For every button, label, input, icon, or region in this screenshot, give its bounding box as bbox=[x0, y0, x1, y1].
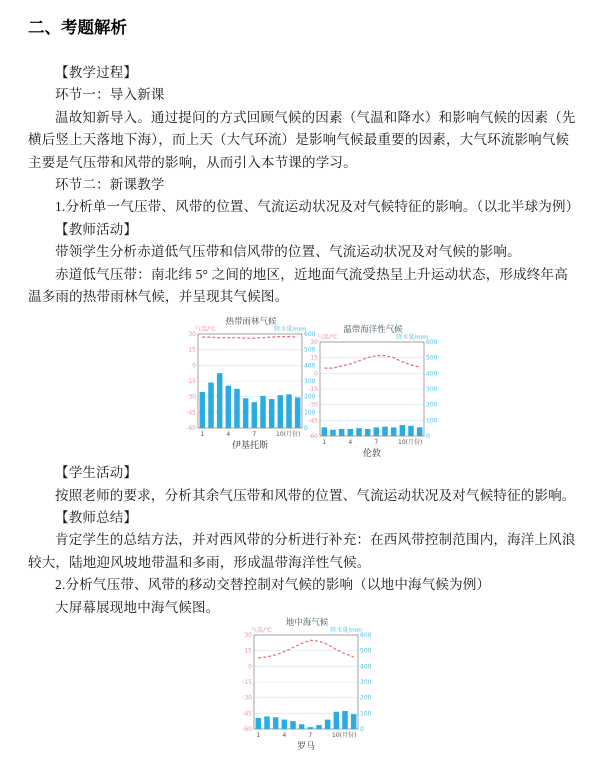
svg-text:0: 0 bbox=[248, 663, 252, 671]
svg-text:降水量/mm: 降水量/mm bbox=[330, 627, 362, 635]
svg-text:伦敦: 伦敦 bbox=[362, 449, 382, 460]
svg-text:温带海洋性气候: 温带海洋性气候 bbox=[343, 325, 403, 336]
svg-text:0: 0 bbox=[360, 726, 364, 734]
text-line: 带领学生分析赤道低气压带和信风带的位置、气流运动状况及对气候的影响。 bbox=[55, 244, 521, 260]
svg-text:4: 4 bbox=[226, 431, 231, 439]
svg-text:1: 1 bbox=[256, 732, 261, 740]
svg-text:气温/℃: 气温/℃ bbox=[251, 627, 272, 635]
svg-text:30: 30 bbox=[188, 331, 196, 339]
climate-charts-row bbox=[0, 312, 608, 462]
svg-text:-60: -60 bbox=[186, 425, 196, 433]
svg-text:伊基托斯: 伊基托斯 bbox=[231, 441, 269, 452]
svg-text:15: 15 bbox=[310, 354, 318, 362]
teaching-process-section bbox=[0, 62, 608, 308]
svg-text:-15: -15 bbox=[242, 679, 252, 687]
text-line: 1.分析单一气压带、风带的位置、气流运动状况及对气候特征的影响。（以北半球为例） bbox=[55, 199, 580, 215]
svg-text:-15: -15 bbox=[308, 386, 318, 394]
svg-text:100: 100 bbox=[304, 409, 316, 417]
text-line: 【教学过程】 bbox=[55, 65, 138, 80]
svg-text:-45: -45 bbox=[186, 409, 196, 417]
svg-text:降水量/mm: 降水量/mm bbox=[274, 326, 306, 334]
svg-text:10(月份): 10(月份) bbox=[276, 431, 301, 439]
svg-text:热带雨林气候: 热带雨林气候 bbox=[225, 317, 277, 328]
svg-text:-45: -45 bbox=[242, 710, 252, 718]
svg-text:地中海气候: 地中海气候 bbox=[285, 618, 329, 629]
text-line: 【教师活动】 bbox=[55, 221, 138, 237]
svg-text:600: 600 bbox=[304, 331, 316, 339]
svg-text:降水量/mm: 降水量/mm bbox=[396, 334, 428, 342]
text-line: 较大，陆地迎风坡地带温和多雨，形成温带海洋性气候。 bbox=[28, 554, 371, 570]
text-line: 环节一：导入新课 bbox=[55, 87, 165, 103]
text-line: 2.分析气压带、风带的移动交替控制对气候的影响（以地中海气候为例） bbox=[55, 577, 491, 593]
svg-text:30: 30 bbox=[244, 632, 252, 640]
svg-text:-30: -30 bbox=[186, 393, 196, 401]
svg-text:500: 500 bbox=[360, 647, 372, 655]
svg-text:0: 0 bbox=[426, 433, 430, 441]
svg-text:30: 30 bbox=[310, 339, 318, 347]
climate-chart-london bbox=[298, 320, 448, 470]
svg-text:200: 200 bbox=[426, 401, 438, 409]
svg-text:7: 7 bbox=[308, 732, 313, 740]
svg-text:15: 15 bbox=[188, 346, 196, 354]
text-line: 赤道低气压带：南北纬 5° 之间的地区，近地面气流受热呈上升运动状态，形成终年高 bbox=[55, 266, 568, 282]
text-line: 温故知新导入。通过提问的方式回顾气候的因素（气温和降水）和影响气候的因素（先 bbox=[55, 109, 576, 125]
svg-text:-30: -30 bbox=[308, 401, 318, 409]
svg-text:10(月份): 10(月份) bbox=[332, 732, 357, 740]
svg-text:400: 400 bbox=[426, 370, 438, 378]
svg-text:气温/℃: 气温/℃ bbox=[317, 334, 338, 342]
svg-text:-30: -30 bbox=[242, 694, 252, 702]
svg-text:300: 300 bbox=[360, 679, 372, 687]
svg-text:300: 300 bbox=[304, 378, 316, 386]
svg-text:400: 400 bbox=[304, 362, 316, 370]
mediterranean-chart-wrap bbox=[232, 613, 608, 763]
text-line: 肯定学生的总结方法，并对西风带的分析进行补充：在西风带控制范围内，海洋上风浪 bbox=[55, 532, 576, 548]
svg-text:1: 1 bbox=[200, 431, 205, 439]
svg-text:600: 600 bbox=[360, 632, 372, 640]
svg-text:200: 200 bbox=[304, 393, 316, 401]
svg-text:300: 300 bbox=[426, 386, 438, 394]
text-line: 横后竖上天落地下海），而上天（大气环流）是影响气候最重要的因素，大气环流影响气候 bbox=[28, 132, 570, 148]
climate-chart-rome bbox=[232, 613, 382, 763]
text-line: 温多雨的热带雨林气候，并呈现其气候图。 bbox=[28, 288, 289, 304]
svg-text:15: 15 bbox=[244, 647, 252, 655]
svg-text:4: 4 bbox=[348, 439, 353, 447]
text-line: 【教师总结】 bbox=[55, 510, 138, 526]
svg-text:-60: -60 bbox=[242, 726, 252, 734]
text-line: 【学生活动】 bbox=[55, 465, 138, 481]
svg-text:-45: -45 bbox=[308, 417, 318, 425]
text-line: 主要是气压带和风带的影响，从而引入本节课的学习。 bbox=[28, 154, 357, 170]
svg-text:600: 600 bbox=[426, 339, 438, 347]
svg-text:100: 100 bbox=[360, 710, 372, 718]
svg-text:0: 0 bbox=[304, 425, 308, 433]
svg-text:0: 0 bbox=[192, 362, 196, 370]
svg-text:-15: -15 bbox=[186, 378, 196, 386]
svg-text:7: 7 bbox=[374, 439, 379, 447]
svg-text:10(月份): 10(月份) bbox=[398, 439, 423, 447]
svg-text:500: 500 bbox=[426, 354, 438, 362]
svg-text:罗马: 罗马 bbox=[296, 742, 316, 753]
text-line: 环节二：新课教学 bbox=[55, 176, 165, 192]
svg-text:1: 1 bbox=[322, 439, 327, 447]
svg-text:500: 500 bbox=[304, 346, 316, 354]
svg-text:400: 400 bbox=[360, 663, 372, 671]
text-line: 按照老师的要求，分析其余气压带和风带的位置、气流运动状况及对气候特征的影响。 bbox=[55, 487, 576, 503]
svg-text:100: 100 bbox=[426, 417, 438, 425]
page-title: 二、考题解析 bbox=[28, 19, 127, 37]
svg-text:4: 4 bbox=[282, 732, 287, 740]
document-page bbox=[0, 14, 608, 766]
svg-text:-60: -60 bbox=[308, 433, 318, 441]
text-line: 大屏幕展现地中海气候图。 bbox=[55, 599, 220, 615]
svg-text:7: 7 bbox=[252, 431, 257, 439]
student-activity-section bbox=[0, 462, 608, 619]
svg-text:0: 0 bbox=[314, 370, 318, 378]
svg-text:气温/℃: 气温/℃ bbox=[195, 326, 216, 334]
svg-text:200: 200 bbox=[360, 694, 372, 702]
